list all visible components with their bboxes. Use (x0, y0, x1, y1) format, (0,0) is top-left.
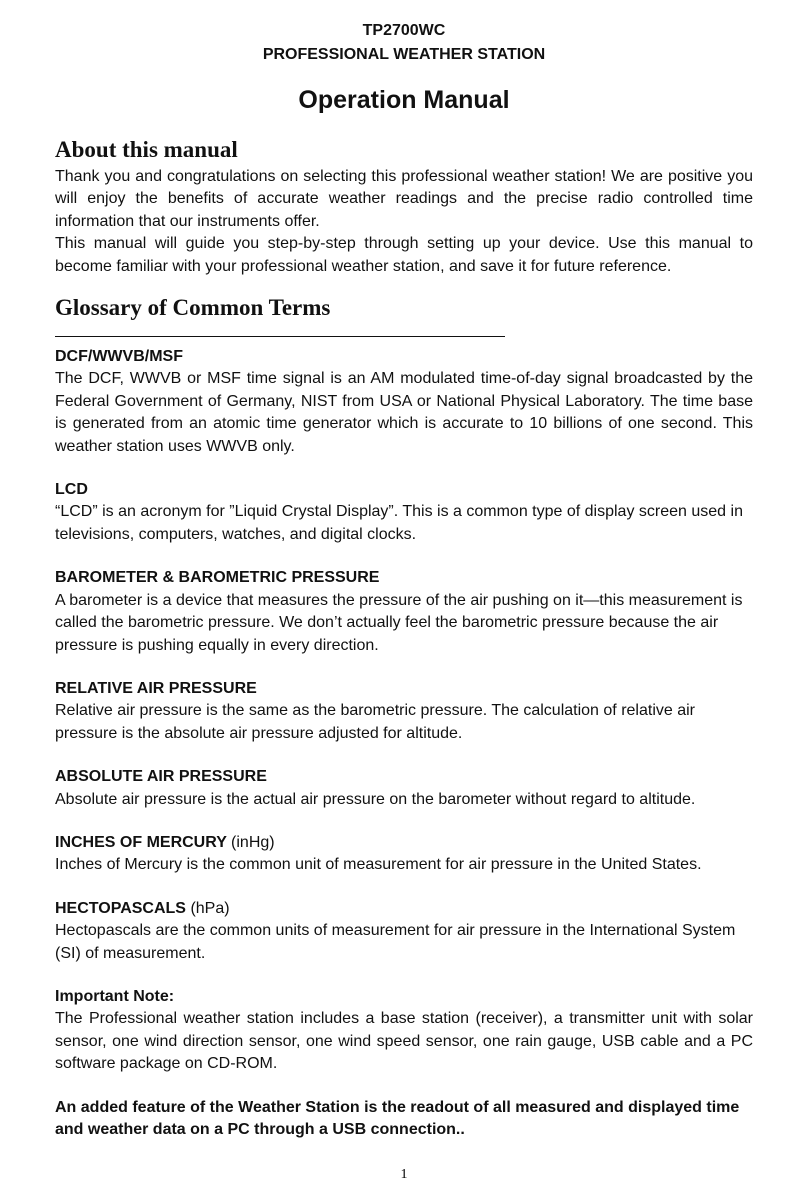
term-text: Inches of Mercury is the common unit of measurement for air pressure in the United States. (55, 856, 702, 874)
term-title: RELATIVE AIR PRESSURE (55, 679, 257, 697)
term-title: LCD (55, 481, 88, 499)
term-title: BAROMETER & BAROMETRIC PRESSURE (55, 569, 380, 587)
term-relative-pressure (55, 678, 753, 745)
term-text: “LCD” is an acronym for ”Liquid Crystal Display”. This is a common type of display screen used in televisions, computers, watches, and digital clocks. (55, 503, 743, 543)
term-dcf (55, 346, 753, 458)
usb-feature-note: An added feature of the Weather Station is the readout of all measured and displayed time and weather data on a PC through a USB connection.. (55, 1098, 740, 1138)
important-note-text: The Professional weather station includes a base station (receiver), a transmitter unit with solar sensor, one wind direction sensor, one wind speed sensor, one rain gauge, USB cable and a PC software package on CD-ROM. (55, 1010, 753, 1073)
term-text: Absolute air pressure is the actual air pressure on the barometer without regard to altitude. (55, 790, 696, 808)
term-title (55, 898, 753, 920)
term-hectopascals (55, 898, 753, 965)
term-unit: (hPa) (190, 899, 230, 917)
term-absolute-pressure (55, 766, 753, 811)
term-title-text: INCHES OF MERCURY (55, 833, 227, 851)
term-title-text: HECTOPASCALS (55, 899, 186, 917)
product-subtitle: PROFESSIONAL WEATHER STATION (262, 46, 546, 63)
term-title: DCF/WWVB/MSF (55, 348, 183, 366)
term-text: Relative air pressure is the same as the barometric pressure. The calculation of relative air pressure is the absolute air pressure adjusted for altitude. (55, 702, 695, 742)
important-note (55, 986, 753, 1076)
glossary-divider (55, 336, 505, 337)
term-title: ABSOLUTE AIR PRESSURE (55, 768, 267, 786)
glossary-heading: Glossary of Common Terms (55, 295, 331, 321)
about-paragraph-1: Thank you and congratulations on selecting this professional weather station! We are positive you will enjoy the benefits of accurate weather readings and the precise radio controlled time information that our instruments offer. (55, 168, 753, 230)
page-number: 1 (400, 1167, 408, 1182)
term-inches-of-mercury (55, 832, 753, 877)
term-barometer (55, 567, 753, 657)
about-paragraph-2: This manual will guide you step-by-step through setting up your device. Use this manual to become familiar with your professional weather station, and save it for future reference. (55, 235, 753, 275)
term-text: A barometer is a device that measures the pressure of the air pushing on it—this measurement is called the barometric pressure. We don’t actually feel the barometric pressure because the air pressure is pushing equally in every direction. (55, 591, 743, 654)
page-title: Operation Manual (298, 86, 510, 114)
term-lcd (55, 479, 753, 546)
important-note-title: Important Note: (55, 987, 175, 1005)
term-title (55, 832, 753, 854)
term-unit: (inHg) (231, 833, 275, 851)
about-heading: About this manual (55, 137, 238, 162)
term-text: Hectopascals are the common units of measurement for air pressure in the International System (SI) of measurement. (55, 922, 736, 962)
model-number: TP2700WC (362, 22, 446, 39)
term-text: The DCF, WWVB or MSF time signal is an AM modulated time-of-day signal broadcasted by the Federal Government of Germany, NIST from USA or National Physical Laboratory. The time base is generated from an atomic time generator which is accurate to 10 billions of one second. This weather station uses WWVB only. (55, 370, 753, 455)
